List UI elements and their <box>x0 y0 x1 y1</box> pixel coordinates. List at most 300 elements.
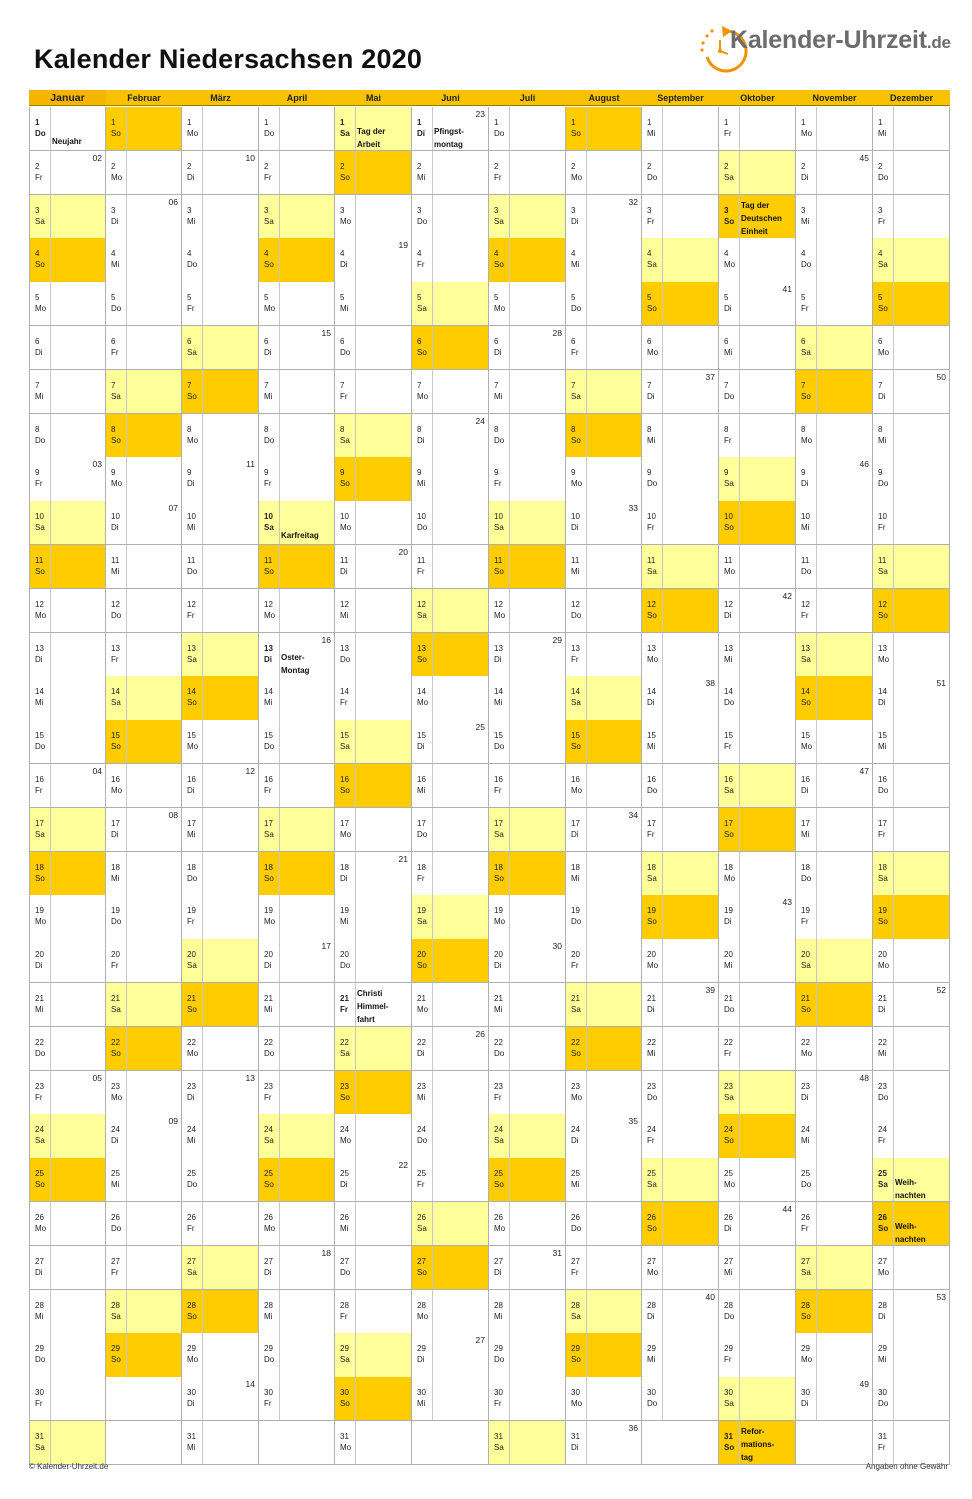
day-number: 11 <box>340 556 349 565</box>
day-cell <box>719 983 796 1027</box>
holiday-name-line: nachten <box>895 1235 926 1244</box>
cell-divider <box>432 457 433 500</box>
day-cell <box>106 1071 182 1115</box>
cell-divider <box>126 895 127 938</box>
day-number: 13 <box>494 643 503 653</box>
weekday-label: Mo <box>724 873 736 883</box>
day-number: 28 <box>35 1300 44 1310</box>
day-number: 6 <box>35 337 40 346</box>
weekday-label: So <box>340 1399 350 1409</box>
cell-divider <box>355 939 356 982</box>
day-cell <box>412 370 489 414</box>
cell-divider <box>50 1114 51 1157</box>
day-cell <box>182 545 259 589</box>
weekday-label: Mo <box>417 1311 429 1321</box>
cell-divider <box>662 939 663 982</box>
cell-divider <box>432 589 433 632</box>
day-number: 29 <box>264 1344 273 1354</box>
calendar-week-number: 37 <box>705 371 715 382</box>
logo-text: Kalender-Uhrzeit.de <box>730 26 951 54</box>
weekday-label: So <box>724 1443 735 1452</box>
day-number: 14 <box>647 687 656 697</box>
day-cell <box>489 1027 566 1071</box>
day-cell <box>489 457 566 501</box>
weekday-label: Mo <box>801 742 813 752</box>
cell-divider <box>50 895 51 938</box>
cell-divider <box>739 457 740 500</box>
weekday-label: Fr <box>264 172 272 182</box>
weekday-label: So <box>494 1180 504 1190</box>
cell-divider <box>202 764 203 807</box>
weekday-label: Do <box>35 1048 46 1058</box>
day-number: 30 <box>494 1388 503 1398</box>
day-number: 12 <box>417 599 426 609</box>
day-cell <box>642 1114 719 1158</box>
cell-divider <box>586 939 587 982</box>
weekday-label: So <box>340 172 350 182</box>
day-number: 21 <box>724 994 733 1003</box>
weekday-label: Mo <box>801 435 813 445</box>
day-number: 4 <box>111 249 116 259</box>
weekday-label: Mo <box>264 304 276 314</box>
day-number: 13 <box>187 643 196 653</box>
holiday-name <box>281 529 319 542</box>
cell-divider <box>355 195 356 238</box>
weekday-label: Do <box>724 391 735 401</box>
calendar-week-number: 13 <box>245 1072 255 1083</box>
day-number: 14 <box>878 687 887 697</box>
weekday-label: So <box>878 917 888 927</box>
day-cell <box>642 282 719 326</box>
calendar-week-number: 45 <box>859 152 869 163</box>
day-cell <box>719 501 796 545</box>
holiday-name-line: tag <box>741 1453 753 1462</box>
day-number: 23 <box>417 1081 426 1091</box>
cell-divider <box>662 1114 663 1157</box>
day-cell <box>566 370 642 414</box>
weekday-label: Sa <box>111 698 121 708</box>
cell-divider <box>50 107 51 150</box>
day-cell <box>412 852 489 896</box>
weekday-label: Di <box>187 172 195 182</box>
day-number: 2 <box>801 161 806 171</box>
day-number: 16 <box>571 775 580 784</box>
weekday-label: Do <box>878 786 889 795</box>
day-number: 18 <box>35 862 44 872</box>
cell-divider <box>432 545 433 588</box>
day-cell <box>29 1202 106 1246</box>
weekday-label: Sa <box>724 1092 734 1102</box>
day-number: 3 <box>187 205 192 215</box>
holiday-name <box>741 199 782 238</box>
day-cell <box>796 1333 873 1377</box>
weekday-label: Do <box>724 698 735 708</box>
cell-divider <box>662 282 663 325</box>
holiday-name-line: montag <box>434 140 463 149</box>
day-cell <box>566 983 642 1027</box>
cell-divider <box>355 1246 356 1289</box>
day-number: 18 <box>111 862 120 872</box>
holiday-name-line: Tag der <box>357 127 386 136</box>
weekday-label: So <box>724 1136 734 1146</box>
cell-divider <box>202 939 203 982</box>
weekday-label: Fr <box>111 348 119 357</box>
day-cell <box>796 1246 873 1290</box>
day-number: 20 <box>724 950 733 960</box>
day-cell <box>106 501 182 545</box>
cell-divider <box>662 414 663 457</box>
weekday-label: Di <box>494 348 502 357</box>
day-number: 2 <box>494 161 499 171</box>
day-cell <box>566 1290 642 1334</box>
day-cell <box>106 370 182 414</box>
weekday-label: Di <box>264 654 272 664</box>
weekday-label: Mi <box>417 479 426 489</box>
cell-divider <box>432 1377 433 1420</box>
weekday-label: Sa <box>647 260 657 270</box>
day-number: 29 <box>340 1344 349 1354</box>
day-number: 21 <box>571 994 580 1003</box>
day-number: 4 <box>494 249 499 259</box>
day-number: 17 <box>724 818 733 828</box>
cell-divider <box>355 1202 356 1245</box>
day-cell <box>566 1202 642 1246</box>
day-cell <box>29 195 106 239</box>
cell-divider <box>662 457 663 500</box>
weekday-label: Do <box>878 1092 889 1102</box>
cell-divider <box>893 1027 894 1070</box>
day-cell <box>796 633 873 677</box>
weekday-label: Mo <box>417 698 429 708</box>
day-cell <box>29 764 106 808</box>
weekday-label: Di <box>801 1399 809 1409</box>
cell-divider <box>509 589 510 632</box>
day-number: 12 <box>264 599 273 609</box>
day-cell <box>642 1071 719 1115</box>
day-number: 16 <box>35 775 44 784</box>
day-number: 14 <box>187 687 196 697</box>
weekday-label: So <box>187 698 197 708</box>
day-number: 29 <box>801 1344 810 1354</box>
day-number: 20 <box>340 950 349 960</box>
cell-divider <box>816 1027 817 1070</box>
day-number: 8 <box>801 424 806 434</box>
day-number: 22 <box>35 1037 44 1047</box>
day-cell <box>29 808 106 852</box>
day-cell <box>106 852 182 896</box>
day-number: 30 <box>724 1388 733 1398</box>
cell-divider <box>586 1027 587 1070</box>
weekday-label: Fr <box>878 216 886 226</box>
day-cell <box>719 633 796 677</box>
cell-divider <box>662 1202 663 1245</box>
day-cell <box>796 589 873 633</box>
day-cell <box>182 1202 259 1246</box>
day-number: 8 <box>111 424 116 434</box>
cell-divider <box>355 414 356 457</box>
weekday-label: So <box>801 1311 811 1321</box>
cell-divider <box>893 1202 894 1245</box>
day-number: 29 <box>878 1344 887 1354</box>
cell-divider <box>816 545 817 588</box>
day-number: 23 <box>801 1081 810 1091</box>
day-cell <box>335 1421 412 1465</box>
weekday-label: Fr <box>801 917 809 927</box>
day-number: 3 <box>571 205 576 215</box>
weekday-label: Fr <box>417 567 425 576</box>
day-number: 17 <box>878 818 887 828</box>
day-cell <box>412 414 489 458</box>
cell-divider <box>509 1114 510 1157</box>
day-cell <box>335 1290 412 1334</box>
day-cell <box>642 1290 719 1334</box>
cell-divider <box>355 107 356 150</box>
day-cell <box>335 1071 412 1115</box>
day-number: 8 <box>35 424 40 434</box>
weekday-label: Fr <box>647 523 655 533</box>
day-number: 2 <box>417 161 422 171</box>
holiday-name <box>357 987 389 1026</box>
cell-divider <box>202 1421 203 1464</box>
day-number: 2 <box>340 161 345 171</box>
weekday-label: Mo <box>724 1180 736 1190</box>
weekday-label: Mi <box>417 1399 426 1409</box>
cell-divider <box>739 545 740 588</box>
cell-divider <box>279 1027 280 1070</box>
cell-divider <box>279 808 280 851</box>
day-number: 26 <box>35 1213 44 1222</box>
weekday-label: So <box>724 216 735 226</box>
weekday-label: Sa <box>801 654 811 664</box>
weekday-label: Di <box>571 216 579 226</box>
weekday-label: Sa <box>340 1355 350 1365</box>
day-number: 8 <box>340 424 345 434</box>
cell-divider <box>279 1114 280 1157</box>
day-number: 5 <box>878 293 883 303</box>
weekday-label: Di <box>35 654 43 664</box>
day-cell <box>259 238 335 282</box>
day-number: 26 <box>878 1213 887 1222</box>
cell-divider <box>355 282 356 325</box>
day-cell <box>106 983 182 1027</box>
day-number: 4 <box>878 249 883 259</box>
cell-divider <box>509 326 510 369</box>
weekday-label: Mi <box>647 129 656 138</box>
day-cell <box>29 457 106 501</box>
day-cell <box>106 1202 182 1246</box>
day-number: 11 <box>878 556 887 565</box>
weekday-label: Di <box>35 348 43 357</box>
weekday-label: Fr <box>724 742 732 752</box>
calendar-week-number: 08 <box>168 809 178 820</box>
day-cell <box>796 151 873 195</box>
day-cell <box>106 107 182 151</box>
holiday-name-line: mations- <box>741 1440 775 1449</box>
day-cell <box>796 238 873 282</box>
cell-divider <box>586 1333 587 1376</box>
day-cell <box>873 1027 950 1071</box>
cell-divider <box>50 1290 51 1333</box>
day-number: 17 <box>417 818 426 828</box>
day-cell <box>719 1071 796 1115</box>
day-cell <box>566 501 642 545</box>
cell-divider <box>509 1027 510 1070</box>
weekday-label: Mo <box>571 479 583 489</box>
day-cell <box>566 1333 642 1377</box>
day-number: 30 <box>187 1388 196 1398</box>
holiday-name-line: Karfreitag <box>281 531 319 541</box>
cell-divider <box>355 808 356 851</box>
day-cell <box>412 151 489 195</box>
weekday-label: Sa <box>187 654 197 664</box>
weekday-label: Fr <box>187 610 195 620</box>
weekday-label: Fr <box>264 1092 272 1102</box>
day-number: 14 <box>340 687 349 697</box>
day-number: 5 <box>111 293 116 303</box>
day-cell <box>259 676 335 720</box>
day-number: 13 <box>417 643 426 653</box>
calendar-week-number: 22 <box>398 1160 408 1171</box>
day-number: 4 <box>801 249 806 259</box>
weekday-label: Mo <box>340 829 352 839</box>
weekday-label: Fr <box>801 1224 809 1233</box>
day-cell <box>642 808 719 852</box>
weekday-label: Di <box>187 479 195 489</box>
weekday-label: Fr <box>111 961 119 971</box>
day-number: 13 <box>571 643 580 653</box>
day-cell <box>719 1246 796 1290</box>
day-cell <box>873 414 950 458</box>
day-cell <box>259 764 335 808</box>
day-cell <box>796 282 873 326</box>
day-number: 29 <box>35 1344 44 1354</box>
cell-divider <box>279 720 280 763</box>
day-number: 1 <box>35 118 40 127</box>
day-number: 15 <box>417 731 426 741</box>
weekday-label: Do <box>494 129 505 138</box>
day-number: 22 <box>647 1037 656 1047</box>
weekday-label: Fr <box>878 829 886 839</box>
day-cell <box>259 1158 335 1202</box>
calendar-week-number: 28 <box>552 328 562 338</box>
weekday-label: So <box>35 873 45 883</box>
day-number: 10 <box>187 512 196 522</box>
day-cell <box>182 1071 259 1115</box>
calendar-week-number: 27 <box>475 1335 485 1346</box>
day-cell <box>412 895 489 939</box>
day-number: 30 <box>264 1388 273 1398</box>
cell-divider <box>586 983 587 1026</box>
weekday-label: Sa <box>264 829 274 839</box>
weekday-label: So <box>111 1355 121 1365</box>
day-number: 10 <box>571 512 580 522</box>
cell-divider <box>509 764 510 807</box>
day-cell <box>335 589 412 633</box>
day-number: 6 <box>187 337 192 346</box>
day-number: 9 <box>264 468 269 478</box>
cell-divider <box>662 326 663 369</box>
cell-divider <box>586 370 587 413</box>
month-header-mai: Mai <box>335 90 412 106</box>
day-number: 26 <box>571 1213 580 1222</box>
day-cell <box>335 1158 412 1202</box>
weekday-label: Mi <box>801 829 810 839</box>
calendar-week-number: 38 <box>705 678 715 689</box>
day-cell <box>489 808 566 852</box>
weekday-label: So <box>878 1224 889 1233</box>
weekday-label: Mo <box>340 216 352 226</box>
day-number: 6 <box>264 337 269 346</box>
cell-divider <box>893 676 894 719</box>
weekday-label: Do <box>647 1092 658 1102</box>
day-cell <box>719 457 796 501</box>
day-number: 27 <box>187 1256 196 1266</box>
weekday-label: So <box>264 260 274 270</box>
day-number: 24 <box>801 1125 810 1135</box>
day-number: 22 <box>264 1037 273 1047</box>
day-cell <box>796 501 873 545</box>
weekday-label: Mo <box>417 1005 429 1014</box>
weekday-label: Fr <box>264 1399 272 1409</box>
cell-divider <box>126 282 127 325</box>
day-number: 16 <box>801 775 810 784</box>
cell-divider <box>126 370 127 413</box>
day-number: 6 <box>801 337 806 346</box>
day-number: 21 <box>187 994 196 1003</box>
weekday-label: Di <box>724 610 732 620</box>
cell-divider <box>739 195 740 238</box>
cell-divider <box>279 1158 280 1201</box>
day-number: 16 <box>264 775 273 784</box>
cell-divider <box>816 414 817 457</box>
weekday-label: Sa <box>801 961 811 971</box>
cell-divider <box>50 151 51 194</box>
day-cell <box>29 1114 106 1158</box>
day-number: 30 <box>647 1388 656 1398</box>
day-cell <box>182 939 259 983</box>
weekday-label: Mo <box>35 917 47 927</box>
weekday-label: Fr <box>264 786 272 795</box>
weekday-label: Mo <box>878 1267 890 1277</box>
cell-divider <box>432 852 433 895</box>
day-cell <box>873 1071 950 1115</box>
day-number: 7 <box>340 380 345 390</box>
day-cell <box>335 151 412 195</box>
cell-divider <box>50 983 51 1026</box>
cell-divider <box>816 238 817 281</box>
day-cell <box>259 895 335 939</box>
weekday-label: Do <box>801 1180 812 1190</box>
weekday-label: Sa <box>647 567 657 576</box>
holiday-cell <box>873 1202 950 1246</box>
day-number: 24 <box>340 1125 349 1135</box>
day-cell <box>796 764 873 808</box>
weekday-label: So <box>264 567 274 576</box>
day-cell <box>566 633 642 677</box>
day-number: 6 <box>878 337 883 346</box>
weekday-label: Mo <box>264 917 276 927</box>
cell-divider <box>662 720 663 763</box>
day-cell <box>489 1246 566 1290</box>
day-number: 21 <box>264 994 273 1003</box>
day-cell <box>489 1114 566 1158</box>
cell-divider <box>432 370 433 413</box>
day-number: 5 <box>35 293 40 303</box>
weekday-label: So <box>647 1224 657 1233</box>
cell-divider <box>279 545 280 588</box>
day-cell <box>182 764 259 808</box>
day-number: 15 <box>187 731 196 741</box>
